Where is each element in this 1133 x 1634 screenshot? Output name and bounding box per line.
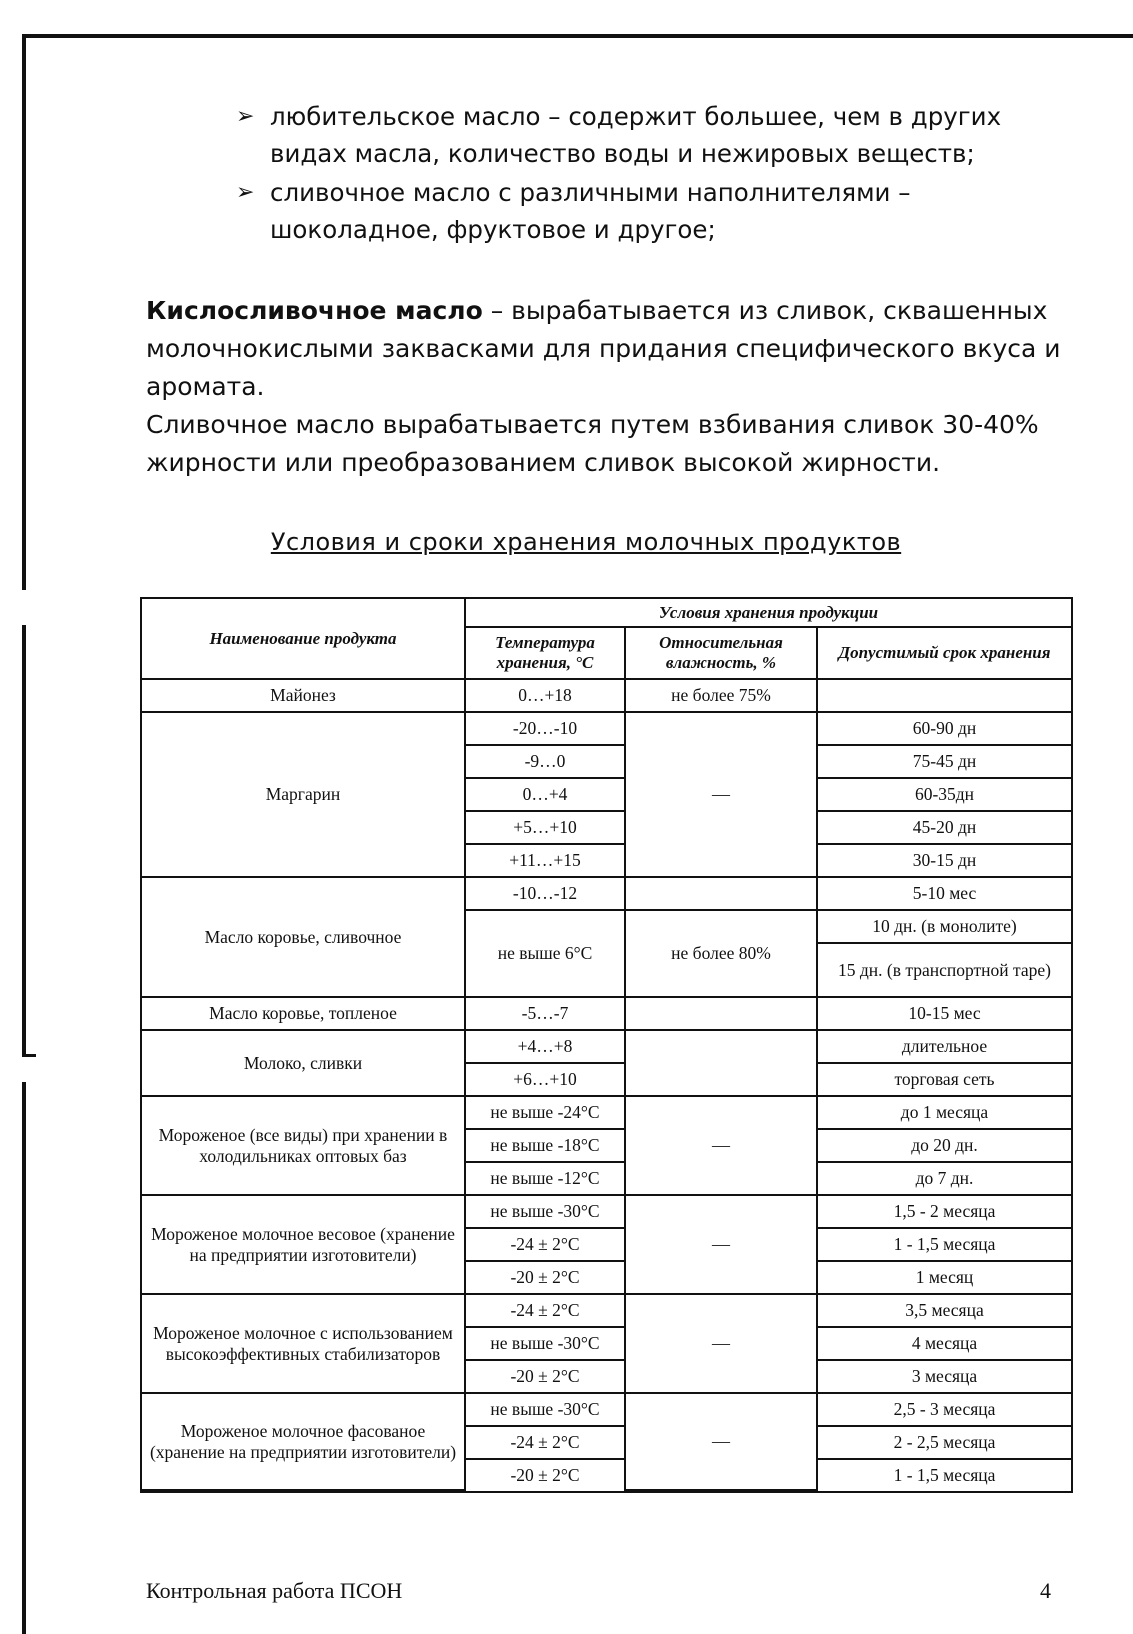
- page-frame-left: [22, 625, 26, 1057]
- shelf-life-cell: 60-35дн: [818, 779, 1071, 812]
- page-frame-top: [22, 34, 1133, 38]
- temperature-cell: 0…+4: [466, 779, 626, 812]
- humidity-cell: не более 75%: [626, 680, 818, 713]
- temperature-cell: -24 ± 2°С: [466, 1229, 626, 1262]
- humidity-cell: [626, 998, 818, 1031]
- temperature-cell: -24 ± 2°С: [466, 1427, 626, 1460]
- table-row: [142, 1031, 1071, 1064]
- header-storage-conditions: Условия хранения продукции: [466, 599, 1071, 628]
- shelf-life-cell: до 20 дн.: [818, 1130, 1071, 1163]
- table-row: [142, 1295, 1071, 1328]
- humidity-cell: —: [626, 1295, 818, 1394]
- bullet-text: любительское масло – содержит большее, чем в других видах масла, количество воды и нежировых веществ;: [270, 102, 1002, 168]
- temperature-cell: -5…-7: [466, 998, 626, 1031]
- table-header-row: [142, 599, 1071, 628]
- shelf-life-cell: 3 месяца: [818, 1361, 1071, 1394]
- shelf-life-cell: 30-15 дн: [818, 845, 1071, 878]
- page-number: 4: [1040, 1578, 1051, 1603]
- product-name: Мороженое молочное с использованием высокоэффективных стабилизаторов: [142, 1295, 466, 1394]
- table-row: [142, 680, 1071, 713]
- header-temperature: Температура хранения, °С: [466, 628, 626, 680]
- humidity-cell: [626, 878, 818, 911]
- product-name: Маргарин: [142, 713, 466, 878]
- product-name: Мороженое (все виды) при хранении в холодильниках оптовых баз: [142, 1097, 466, 1196]
- shelf-life-cell: 1 - 1,5 месяца: [893, 1465, 996, 1485]
- header-shelf-life: Допустимый срок хранения: [818, 628, 1071, 680]
- shelf-life-cell: до 1 месяца: [818, 1097, 1071, 1130]
- product-name: Майонез: [142, 680, 466, 713]
- temperature-cell: -9…0: [466, 746, 626, 779]
- shelf-life-cell: [818, 680, 1071, 713]
- shelf-life-cell: до 7 дн.: [818, 1163, 1071, 1196]
- footer-title: Контрольная работа ПСОН: [146, 1578, 403, 1603]
- table-title: Условия и сроки хранения молочных продуктов: [270, 528, 902, 556]
- humidity-cell: —: [626, 1196, 818, 1295]
- shelf-life-cell: 1 - 1,5 месяца: [818, 1229, 1071, 1262]
- arrow-bullet-icon: ➢: [236, 180, 255, 205]
- table-row: [142, 998, 1071, 1031]
- humidity-cell: [626, 1031, 818, 1097]
- shelf-life-cell: 10-15 мес: [818, 998, 1071, 1031]
- header-product: Наименование продукта: [142, 599, 466, 680]
- shelf-life-cell: 60-90 дн: [818, 713, 1071, 746]
- temperature-cell: не выше -18°С: [466, 1130, 626, 1163]
- temperature-cell: +6…+10: [466, 1064, 626, 1097]
- paragraph-sweet-cream-butter: Сливочное масло вырабатывается путем взбивания сливок 30-40% жирности или преобразованием сливок высокой жирности.: [146, 410, 1039, 477]
- shelf-life-cell: 75-45 дн: [818, 746, 1071, 779]
- temperature-cell: -20…-10: [466, 713, 626, 746]
- humidity-cell: —: [626, 713, 818, 878]
- table-row: [142, 1097, 1071, 1130]
- table-row: [142, 1394, 1071, 1427]
- page-frame-tick: [22, 1054, 36, 1057]
- temperature-cell: -20 ± 2°С: [466, 1460, 626, 1491]
- product-name: Масло коровье, топленое: [142, 998, 466, 1031]
- temperature-cell: не выше -12°С: [466, 1163, 626, 1196]
- temperature-cell: не выше -30°С: [466, 1394, 626, 1427]
- shelf-life-cell: 45-20 дн: [818, 812, 1071, 845]
- paragraph-term: Кислосливочное масло: [146, 296, 483, 325]
- shelf-life-cell: торговая сеть: [818, 1064, 1071, 1097]
- shelf-life-cell: 15 дн. (в транспортной таре): [818, 944, 1071, 998]
- temperature-cell: не выше 6°С: [466, 911, 626, 998]
- product-name: Мороженое молочное фасованое (хранение на предприятии изготовители): [142, 1394, 466, 1491]
- temperature-cell: не выше -30°С: [466, 1196, 626, 1229]
- product-name: Масло коровье, сливочное: [142, 878, 466, 998]
- shelf-life-cell: 1,5 - 2 месяца: [818, 1196, 1071, 1229]
- humidity-cell: не более 80%: [626, 911, 818, 998]
- shelf-life-cell: 2 - 2,5 месяца: [818, 1427, 1071, 1460]
- paragraph-text: – вырабатывается из сливок, сквашенных молочнокислыми заквасками для придания специфического вкуса и аромата.: [146, 296, 1061, 401]
- table-row: [142, 713, 1071, 746]
- shelf-life-cell: 3,5 месяца: [818, 1295, 1071, 1328]
- temperature-cell: -24 ± 2°С: [466, 1295, 626, 1328]
- page-frame-left: [22, 34, 26, 590]
- table-row: [142, 878, 1071, 911]
- shelf-life-cell: 1 месяц: [818, 1262, 1071, 1295]
- temperature-cell: не выше -30°С: [466, 1328, 626, 1361]
- shelf-life-cell: длительное: [818, 1031, 1071, 1064]
- humidity-cell: —: [626, 1097, 818, 1196]
- paragraph-sour-cream-butter: [146, 292, 1066, 406]
- page-frame-left: [22, 1082, 26, 1634]
- product-name: Молоко, сливки: [142, 1031, 466, 1097]
- temperature-cell: +11…+15: [466, 845, 626, 878]
- temperature-cell: +4…+8: [466, 1031, 626, 1064]
- product-name: Мороженое молочное весовое (хранение на предприятии изготовители): [142, 1196, 466, 1295]
- bullet-text: сливочное масло с различными наполнителями – шоколадное, фруктовое и другое;: [270, 178, 911, 244]
- shelf-life-cell: 2,5 - 3 месяца: [818, 1394, 1071, 1427]
- bullet-item: [236, 98, 1056, 172]
- shelf-life-cell: 4 месяца: [818, 1328, 1071, 1361]
- temperature-cell: -20 ± 2°С: [466, 1361, 626, 1394]
- header-humidity: Относительная влажность, %: [626, 628, 818, 680]
- arrow-bullet-icon: ➢: [236, 104, 255, 129]
- humidity-cell: —: [626, 1394, 818, 1491]
- temperature-cell: +5…+10: [466, 812, 626, 845]
- temperature-cell: не выше -24°С: [466, 1097, 626, 1130]
- bullet-item: [236, 174, 1056, 248]
- temperature-cell: -10…-12: [466, 878, 626, 911]
- shelf-life-cell: 10 дн. (в монолите): [818, 911, 1071, 944]
- bullet-list: [236, 98, 1056, 250]
- temperature-cell: 0…+18: [466, 680, 626, 713]
- storage-conditions-table: [140, 597, 1073, 1493]
- table-row: [142, 1196, 1071, 1229]
- temperature-cell: -20 ± 2°С: [466, 1262, 626, 1295]
- shelf-life-cell: 5-10 мес: [818, 878, 1071, 911]
